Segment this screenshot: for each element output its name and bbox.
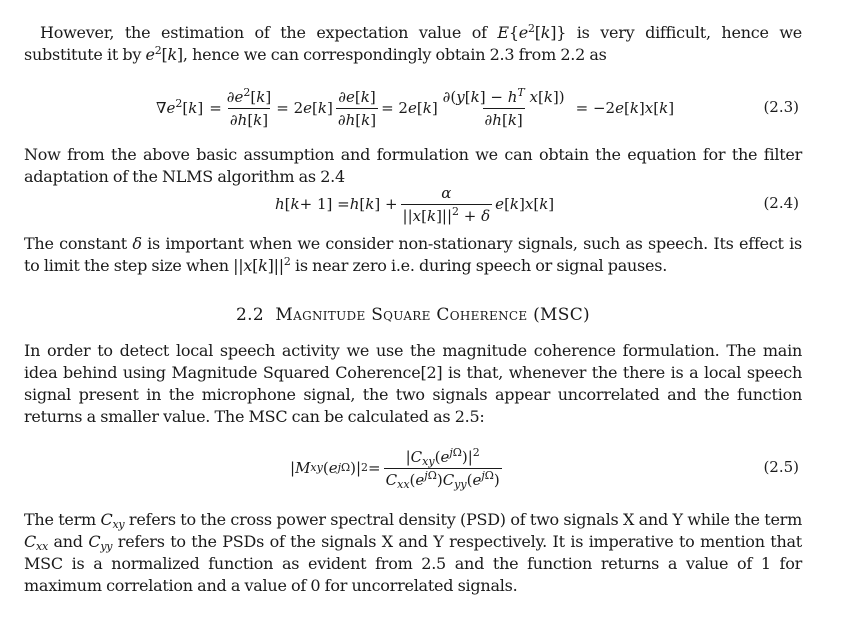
expectation-expr: E (497, 23, 509, 42)
para2-text: Now from the above basic assumption and formulation we can obtain the equation for the filter adaptation of the NLMS algorithm as 2.4 (24, 145, 802, 186)
paragraph-substitution: However, the estimation of the expectation value of $E\{e^2[k]\}$ is very difficult, hence we substitute it by $e^2[k]$, hence we can correspondingly obtain 2.3 from 2.2 as (24, 22, 803, 64)
para3-text-b: is important when we consider non-stationary signals, such as speech. Its effect is to limit the step size when (24, 234, 802, 275)
equation-2-3-number: (2.3) (763, 98, 799, 116)
equation-2-3-body: $\nabla e^2[k]$ = $\frac{\partial e^2[k]}{\partial h[k]}$ = 2 e [ k ] $\frac{\partial e[k]}{\partial h[k]}$ = 2 e [ k ] $\frac{\partial(y[k] - h^T x[k])}{\partial h[k]}$ = −2 e [ k ] x [ k ] (156, 85, 675, 129)
paragraph-delta: The constant δ is important when we consider non-stationary signals, such as speech. Its effect is to limit the step size when $||x[k]||^2$ is near zero i.e. during speech or signal pauses. (24, 234, 802, 275)
para5-text-a: The term (24, 510, 101, 529)
para5-text-c: and (47, 532, 89, 551)
section-title: Magnitude Square Coherence (MSC) (275, 305, 590, 325)
paragraph-msc (24, 340, 802, 428)
equation-2-3 (24, 84, 802, 132)
para3-text-c: is near zero i.e. during speech or signal pauses. (290, 256, 668, 275)
equation-2-4-number: (2.4) (763, 194, 799, 212)
para1-line1-b: is very difficult, hence we substitute it by (24, 23, 803, 64)
para4-text: In order to detect local speech activity we use the magnitude coherence formulation. The main idea behind using Magnitude Squared Coherence[2] is that, whenever the there is a local speech signal present in the microphone signal, the two signals appear uncorrelated and the function returns a smaller value. The MSC can be calculated as 2.5: (24, 341, 802, 426)
section-heading (24, 305, 802, 325)
para1-line2: , hence we can correspondingly obtain 2.3 from 2.2 as (182, 45, 607, 64)
section-number: 2.2 (236, 305, 264, 325)
equation-2-5-body: | M xy ( e jΩ )| 2 = $\frac{|C_{xy}(e^{j\Omega})|^2}{C_{xx}(e^{j\Omega})C_{yy}(e^{j\Omega})}$ (290, 445, 500, 491)
para1-line1-a: However, the estimation of the expectation value of (40, 23, 498, 42)
para5-text-d: refers to the PSDs of the signals X and Y respectively. It is imperative to mention that MSC is a normalized function as evident from 2.5 and the function returns a value of 1 for maximum correlation and a value of 0 for uncorrelated signals. (24, 532, 802, 595)
paragraph-psd: The term $C_{xy}$ refers to the cross power spectral density (PSD) of two signals X and Y while the term $C_{xx}$ and $C_{yy}$ refers to the PSDs of the signals X and Y respectively. It is imperative to mention that MSC is a normalized function as evident from 2.5 and the function returns a value of 1 for maximum correlation and a value of 0 for uncorrelated signals. (24, 510, 802, 595)
para5-text-b: refers to the cross power spectral density (PSD) of two signals X and Y while the term (124, 510, 802, 529)
para3-text-a: The constant (24, 234, 133, 253)
instant-error-expr: e (145, 45, 155, 64)
equation-2-4-body: h [ k + 1] = h [ k ] + $\frac{\alpha}{||x[k]||^2 + \delta}$ e [ k ] x [ k ] (275, 183, 555, 225)
equation-2-5 (24, 444, 802, 492)
equation-2-4 (24, 180, 802, 228)
equation-2-5-number: (2.5) (763, 458, 799, 476)
